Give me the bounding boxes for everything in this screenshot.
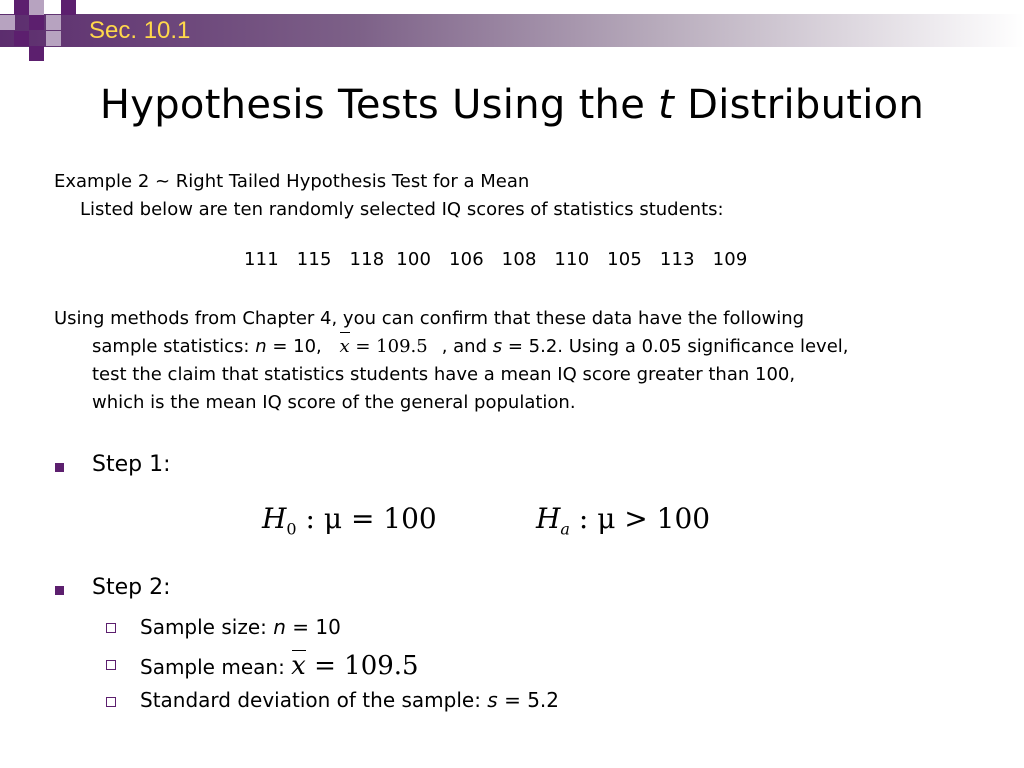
decor-square — [29, 15, 44, 30]
problem-line-1: Using methods from Chapter 4, you can confirm that these data have the following — [54, 308, 805, 329]
xbar-inline — [327, 336, 441, 357]
var-s: s — [492, 336, 503, 357]
title-prefix: Hypothesis Tests Using the — [99, 82, 659, 128]
xbar-symbol: x — [339, 333, 349, 361]
h-symbol: H — [536, 502, 561, 535]
title-italic: t — [658, 82, 675, 128]
text-fragment: = 5.2. Using a 0.05 significance level, — [502, 336, 849, 357]
h-subscript: 0 — [286, 519, 297, 539]
sample-mean-item — [140, 651, 419, 681]
std-dev-item — [140, 688, 559, 712]
decor-square — [14, 0, 29, 15]
text-fragment: sample statistics: — [92, 336, 256, 357]
bullet-icon — [55, 463, 64, 472]
step2-label: Step 2: — [92, 575, 171, 600]
decor-square — [29, 46, 44, 61]
var-n: n — [255, 336, 267, 357]
var-s: s — [487, 688, 498, 712]
scores-list: 111 115 118 100 106 108 110 105 113 109 — [244, 249, 748, 270]
decor-square — [61, 0, 76, 15]
text-fragment: , and — [441, 336, 493, 357]
bullet-icon — [55, 586, 64, 595]
decor-square — [46, 31, 61, 46]
decor-square — [29, 0, 44, 15]
hollow-square-icon — [106, 623, 116, 633]
decor-square — [0, 15, 15, 30]
problem-line-4: which is the mean IQ score of the general population. — [92, 392, 576, 413]
hollow-square-icon — [106, 660, 116, 670]
example-block — [54, 168, 724, 224]
hollow-square-icon — [106, 697, 116, 707]
item-value: = 109.5 — [305, 651, 419, 681]
item-label: Standard deviation of the sample: — [140, 688, 488, 712]
slide-title — [0, 82, 1024, 128]
sample-size-item — [140, 615, 341, 639]
decor-square — [46, 15, 61, 30]
item-value: = 10 — [285, 615, 341, 639]
example-heading: Example 2 ~ Right Tailed Hypothesis Test for a Mean — [54, 171, 530, 192]
section-label: Sec. 10.1 — [89, 17, 191, 44]
h-subscript: a — [560, 519, 570, 539]
null-hypothesis — [262, 502, 437, 539]
title-suffix: Distribution — [674, 82, 925, 128]
example-intro: Listed below are ten randomly selected IQ scores of statistics students: — [80, 199, 724, 220]
item-value: = 5.2 — [497, 688, 559, 712]
item-label: Sample mean: — [140, 655, 292, 679]
h-symbol: H — [262, 502, 287, 535]
problem-line-2 — [54, 333, 848, 361]
ha-expression: : μ > 100 — [569, 502, 711, 535]
alternative-hypothesis — [536, 502, 710, 539]
problem-line-3: test the claim that statistics students have a mean IQ score greater than 100, — [92, 364, 796, 385]
step1-label: Step 1: — [92, 452, 171, 477]
xbar-symbol: x — [291, 651, 306, 681]
h0-expression: : μ = 100 — [296, 502, 437, 535]
var-n: n — [273, 615, 286, 639]
decor-square — [14, 31, 29, 46]
item-label: Sample size: — [140, 615, 274, 639]
xbar-expression — [291, 651, 418, 681]
text-fragment: = 10, — [266, 336, 328, 357]
text-fragment: = 109.5 — [349, 336, 428, 357]
problem-paragraph — [54, 305, 848, 417]
